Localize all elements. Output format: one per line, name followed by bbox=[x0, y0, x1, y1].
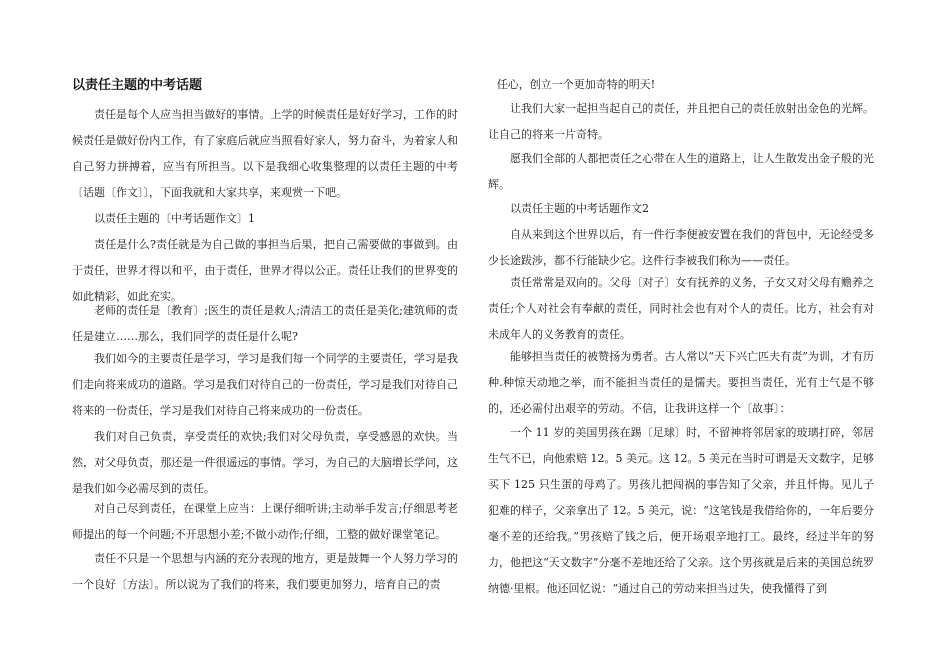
page-title: 以责任主题的中考话题 bbox=[72, 78, 203, 93]
essay-1-paragraph-7: 让我们大家一起担当起自己的责任，并且把自己的责任放射出金色的光辉。让自己的将来一片奇特。 bbox=[488, 102, 874, 141]
essay-1-paragraph-6-continued: 任心，创立一个更加奇特的明天! bbox=[496, 78, 656, 91]
essay-1-paragraph-6: 责任不只是一个思想与内涵的充分表现的地方，更是鼓舞一个人努力学习的一个良好〔方法〕。所以说为了我们的将来，我们要更加努力，培育自己的责 bbox=[72, 552, 458, 591]
essay-2-paragraph-3: 能够担当责任的被赞扬为勇者。古人常以“天下兴亡匹夫有责”为训，才有历种.种惊天动地之举，而不能担当责任的是懦夫。要担当责任，光有士气是不够的，还必需付出艰辛的劳动。不信，让我讲这样一个〔故事〕： bbox=[488, 350, 874, 415]
essay-1-paragraph-8: 愿我们全部的人都把责任之心带在人生的道路上，让人生散发出金子般的光辉。 bbox=[488, 152, 874, 191]
essay-1-paragraph-5: 对自己尽到责任，在课堂上应当：上课仔细听讲;主动举手发言;仔细思考老师提出的每一个问题;不开思想小差;不做小动作;仔细，工整的做好课堂笔记。 bbox=[72, 502, 458, 541]
essay-2-paragraph-1: 自从来到这个世界以后，有一件行李便被安置在我们的背包中，无论经受多少长途跋涉，都不行能缺少它。这件行李被我们称为——责任。 bbox=[488, 228, 874, 267]
essay-1-paragraph-2: 老师的责任是〔教育〕;医生的责任是救人;清洁工的责任是美化;建筑师的责任是建立……那么，我们同学的责任是什么呢? bbox=[72, 304, 458, 343]
essay-1-paragraph-4: 我们对自己负责，享受责任的欢快;我们对父母负责，享受感恩的欢快。当然，对父母负责，那还是一件很遥远的事情。学习，为自己的大脑增长学问，这是我们如今必需尽到的责任。 bbox=[72, 430, 458, 495]
essay-1-paragraph-3: 我们如今的主要责任是学习，学习是我们每一个同学的主要责任，学习是我们走向将来成功的道路。学习是我们对待自己的一份责任，学习是我们对待自己将来的一份责任，学习是我们对待自己将来成功的一份责任。 bbox=[72, 352, 458, 417]
essay-2-paragraph-4: 一个 11 岁的美国男孩在踢〔足球〕时，不留神将邻居家的玻璃打碎，邻居生气不已，向他索赔 12。5 美元。这 12。5 美元在当时可谓是天文数字，足够买下 125 只生蛋的母鸡了。男孩儿把闯祸的事告知了父亲，并且忏悔。见儿子犯难的样子，父亲拿出了 12。5 美元，说：“这笔钱是我借给你的，一年后要分毫不差的还给我。”男孩赔了钱之后，便开场艰辛地打工。最终，经过半年的努力，他把这“天文数字”分毫不差地还给了父亲。这个男孩就是后来的美国总统罗纳德·里根。他还回忆说：“通过自己的劳动来担当过失，使我懂得了到 bbox=[488, 426, 874, 595]
essay-2-paragraph-2: 责任常常是双向的。父母〔对子〕女有抚养的义务，子女又对父母有赡养之责任;个人对社会有奉献的责任，同时社会也有对个人的责任。比方，社会有对未成年人的义务教育的责任。 bbox=[488, 276, 874, 341]
essay-1-paragraph-1: 责任是什么?责任就是为自己做的事担当后果，把自己需要做的事做到。由于责任，世界才得以和平，由于责任，世界才得以公正。责任让我们的世界变的如此精彩，如此充实。 bbox=[72, 238, 458, 303]
essay-2-heading: 以责任主题的中考话题作文2 bbox=[510, 202, 649, 215]
essay-1-heading: 以责任主题的〔中考话题作文〕1 bbox=[94, 212, 255, 225]
intro-paragraph: 责任是每个人应当担当做好的事情。上学的时候责任是好好学习，工作的时候责任是做好份内工作，有了家庭后就应当照看好家人，努力奋斗，为着家人和自己努力拼搏着，应当有所担当。以下是我细心收集整理的以责任主题的中考〔话题〔作文〕〕，下面我就和大家共享，来观赏一下吧。 bbox=[72, 108, 458, 199]
